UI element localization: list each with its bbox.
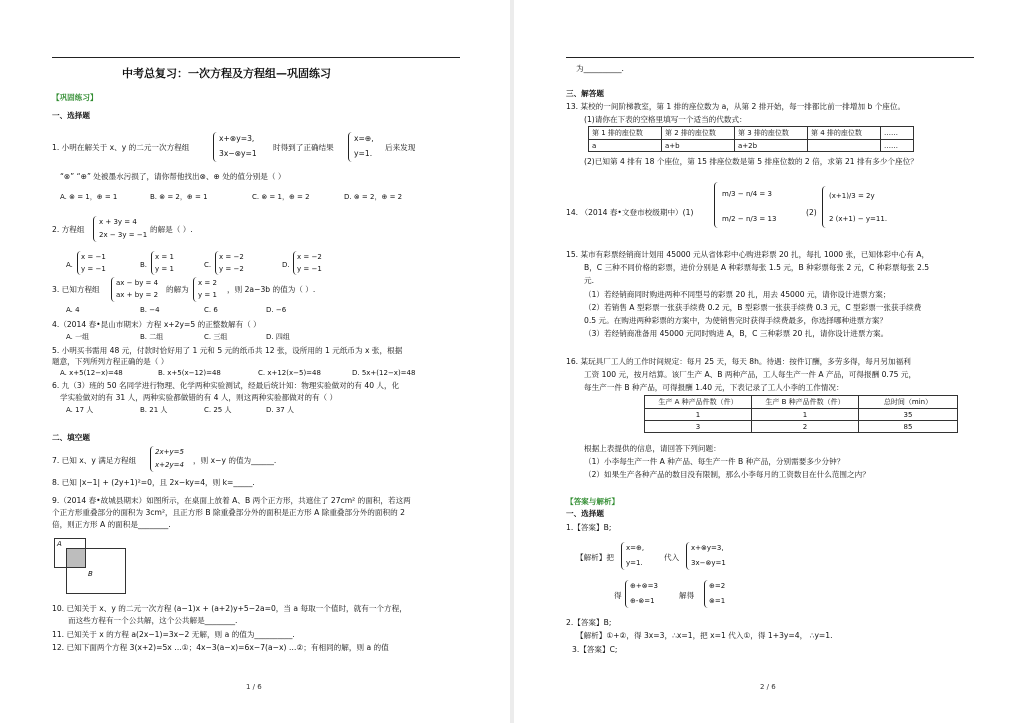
q14-text: 14. （2014 春•文登市校级期中）(1) xyxy=(566,208,694,217)
option: C. x+12(x−5)=48 xyxy=(258,369,321,377)
table-cell: a+b xyxy=(662,140,735,152)
section-heading: 三、解答题 xyxy=(566,89,604,98)
equation: x=⊕, xyxy=(626,544,645,552)
q3-text: ，则 2a−3b 的值为（ ）. xyxy=(227,285,316,294)
option: A. 17 人 xyxy=(66,406,94,414)
option: y = −1 xyxy=(297,265,322,273)
equation: ax − by = 4 xyxy=(116,279,159,287)
equation: m/2 − n/3 = 13 xyxy=(722,215,777,223)
q7-text: ，则 x−y 的值为______. xyxy=(193,456,277,465)
table-cell: 3 xyxy=(645,421,752,433)
q15-sub: （1）若经销商同时购进两种不同型号的彩票 20 扎，用去 45000 元，请你设计进票方案； xyxy=(584,290,891,299)
page-1 xyxy=(0,0,510,723)
page-2 xyxy=(514,0,1024,723)
option-letter: C. xyxy=(204,261,212,269)
q1-text: 时得到了正确结果 xyxy=(273,143,334,152)
table-cell: a xyxy=(589,140,662,152)
q3-text: 的解为 xyxy=(166,285,189,294)
option: B. −4 xyxy=(140,306,160,314)
q10-text: 10. 已知关于 x、y 的二元一次方程 (a−1)x + (a+2)y+5−2a=0，当 a 每取一个值时，就有一个方程， xyxy=(52,604,407,613)
option: D. 5x+(12−x)=48 xyxy=(352,369,416,377)
option: x = −2 xyxy=(219,253,244,261)
option: D. 四组 xyxy=(266,333,290,341)
option: B. x+5(x−12)=48 xyxy=(158,369,221,377)
overlap-region xyxy=(66,548,86,568)
q12-text: 12. 已知下面两个方程 3(x+2)=5x …①；4x−3(a−x)=6x−7(a−x) …②；有相同的解，则 a 的值 xyxy=(52,643,389,652)
q15-text: B，C 三种不同价格的彩票，进价分别是 A 种彩票每张 1.5 元，B 种彩票每张 2 元，C 种彩票每张 2.5 xyxy=(584,263,930,272)
q15-sub: （2）若销售 A 型彩票一张获手续费 0.2 元，B 型彩票一张获手续费 0.3 元，C 型彩票一张获手续费 xyxy=(584,303,922,312)
header-rule xyxy=(566,57,974,58)
section-heading: 二、填空题 xyxy=(52,433,90,442)
q10-text: 而这些方程有一个公共解，这个公共解是________. xyxy=(68,616,238,625)
equation: y = 1 xyxy=(198,291,217,299)
option-letter: B. xyxy=(140,261,148,269)
option: B. 二组 xyxy=(140,333,164,341)
document-title: 中考总复习：一次方程及方程组—巩固练习 xyxy=(122,67,331,80)
q15-sub: （3）若经销商准备用 45000 元同时购进 A，B，C 三种彩票 20 扎，请你设计进票方案。 xyxy=(584,329,889,338)
analysis-text: 代入 xyxy=(664,553,680,562)
table-cell xyxy=(808,140,881,152)
answer: 2.【答案】B; xyxy=(566,618,612,627)
option: C. 三组 xyxy=(204,333,228,341)
option: B. ⊗ = 2，⊕ = 1 xyxy=(150,193,208,201)
answer: 1.【答案】B; xyxy=(566,523,612,532)
q1-text: 1. 小明在解关于 x、y 的二元一次方程组 xyxy=(52,143,190,152)
answer: 3.【答案】C; xyxy=(572,645,618,654)
brace xyxy=(93,216,98,242)
q8-text: 8. 已知 |x−1| + (2y+1)²=0，且 2x−ky=4，则 k=_____. xyxy=(52,478,255,487)
table-cell: 85 xyxy=(859,421,958,433)
q6-text: 学实验做对的有 31 人，两种实验都做错的有 4 人，则这两种实验都做对的有（ ） xyxy=(60,393,338,402)
equation: (x+1)/3 = 2y xyxy=(829,192,875,200)
equation: ⊗=1 xyxy=(709,597,726,605)
q13-sub: (2)已知第 4 排有 18 个座位，第 15 排座位数是第 5 排座位数的 2 倍，求第 21 排有多少个座位？ xyxy=(584,157,918,166)
table-cell: 1 xyxy=(752,409,859,421)
q16-sub: （2）如果生产各种产品的数目没有限制，那么小李每月的工资数目在什么范围之内？ xyxy=(584,470,870,479)
q5-text: 5. 小明买书需用 48 元，付款时恰好用了 1 元和 5 元的纸币共 12 张，设所用的 1 元纸币为 x 张，根据 xyxy=(52,346,403,355)
q5-text: 题意，下列所列方程正确的是（ ） xyxy=(52,357,169,366)
answers-tag: 【答案与解析】 xyxy=(566,497,620,506)
square-b-label: B xyxy=(88,570,93,578)
table-cell: …… xyxy=(881,140,914,152)
brace xyxy=(714,182,720,228)
table-cell: 35 xyxy=(859,409,958,421)
section-tag: 【巩固练习】 xyxy=(52,93,98,102)
table-cell: a+2b xyxy=(735,140,808,152)
section-heading: 一、选择题 xyxy=(566,509,604,518)
option: x = −2 xyxy=(297,253,322,261)
brace xyxy=(348,132,353,162)
brace xyxy=(822,186,828,228)
q13-sub: (1)请你在下表的空格里填写一个适当的代数式： xyxy=(584,115,747,124)
option: C. 25 人 xyxy=(204,406,232,414)
q1-text: “⊗” “⊕” 处被墨水污损了，请你帮他找出⊗、⊕ 处的值分别是（ ） xyxy=(60,172,286,181)
page-number: 2 / 6 xyxy=(760,683,776,691)
q6-text: 6. 九（3）班的 50 名同学进行物理、化学两种实验测试，经最后统计知：物理实验做对的有 40 人，化 xyxy=(52,381,400,390)
q9-text: 倍，则正方形 A 的面积是________. xyxy=(52,520,171,529)
q16-text: 工资 100 元，按月结算。该厂生产 A、B 两种产品，工人每生产一件 A 产品，可得报酬 0.75 元， xyxy=(584,370,917,379)
option: D. −6 xyxy=(266,306,287,314)
page-number: 1 / 6 xyxy=(246,683,262,691)
q4-text: 4.（2014 春•昆山市期末）方程 x+2y=5 的正整数解有（ ） xyxy=(52,320,261,329)
analysis-text: 解得 xyxy=(679,591,695,600)
work-table xyxy=(644,395,958,433)
option: A. 一组 xyxy=(66,333,90,341)
q7-text: 7. 已知 x、y 满足方程组 xyxy=(52,456,137,465)
table-row xyxy=(645,409,958,421)
option: A. x+5(12−x)=48 xyxy=(60,369,123,377)
q16-text: 每生产一件 B 种产品，可得报酬 1.40 元，下表记录了工人小李的工作情况： xyxy=(584,383,844,392)
q15-text: 15. 某市有彩票经销商计划用 45000 元从省体彩中心购进彩票 20 扎，每扎 1000 张，已知体彩中心有 A， xyxy=(566,250,930,259)
equation: ax + by = 2 xyxy=(116,291,159,299)
table-header: 生产 A 种产品件数（件） xyxy=(645,396,752,409)
equation: 2x+y=5 xyxy=(155,448,184,456)
option: B. 21 人 xyxy=(140,406,168,414)
q16-text: 根据上表提供的信息，请回答下列问题： xyxy=(584,444,721,453)
continuation-text: 为__________. xyxy=(576,64,624,73)
equation: x + 3y = 4 xyxy=(99,218,137,226)
option: D. ⊗ = 2，⊕ = 2 xyxy=(344,193,403,201)
q15-sub: 0.5 元。在购进两种彩票的方案中，为使销售完时获得手续费最多，你选择哪种进票方案？ xyxy=(584,316,888,325)
brace xyxy=(213,132,218,162)
option: y = −1 xyxy=(81,265,106,273)
equation: x+⊗y=3, xyxy=(691,544,724,552)
q11-text: 11. 已知关于 x 的方程 a(2x−1)=3x−2 无解，则 a 的值为__________. xyxy=(52,630,295,639)
square-a-label: A xyxy=(57,540,62,548)
equation: ⊕=2 xyxy=(709,582,726,590)
equation: ⊕-⊗=1 xyxy=(630,597,655,605)
option-letter: D. xyxy=(282,261,290,269)
q9-text: 9.（2014 春•故城县期末）如图所示，在桌面上放着 A、B 两个正方形，共遮住了 27cm² 的面积，若这两 xyxy=(52,496,411,505)
equation: x=⊕, xyxy=(354,134,374,143)
table-header: …… xyxy=(881,127,914,140)
q16-text: 16. 某玩具厂工人的工作时间规定：每月 25 天，每天 8h。待遇：按件订酬，多劳多得，每月另加福利 xyxy=(566,357,911,366)
table-row xyxy=(645,396,958,409)
table-header: 第 2 排的座位数 xyxy=(662,127,735,140)
table-cell: 2 xyxy=(752,421,859,433)
equation: x = 2 xyxy=(198,279,217,287)
option-letter: A. xyxy=(66,261,73,269)
analysis-text: 得 xyxy=(614,591,622,600)
table-row xyxy=(589,127,914,140)
equation: 2x − 3y = −1 xyxy=(99,231,148,239)
header-rule xyxy=(52,57,460,58)
equation: y=1. xyxy=(354,149,373,158)
equation: ⊕+⊗=3 xyxy=(630,582,658,590)
option: A. 4 xyxy=(66,306,80,314)
equation: x+2y=4 xyxy=(155,461,184,469)
q16-sub: （1）小李每生产一件 A 种产品、每生产一件 B 种产品，分别需要多少分钟？ xyxy=(584,457,845,466)
analysis-text: 【解析】①+②，得 3x=3，∴x=1，把 x=1 代入①，得 1+3y=4， ∴y=1. xyxy=(576,631,833,640)
table-header: 总时间（min） xyxy=(859,396,958,409)
option: y = −2 xyxy=(219,265,244,273)
table-row xyxy=(589,140,914,152)
q9-text: 个正方形重叠部分的面积为 3cm²，且正方形 B 除重叠部分外的面积是正方形 A 除重叠部分外的面积的 2 xyxy=(52,508,405,517)
option: x = 1 xyxy=(155,253,174,261)
equation: 3x−⊗y=1 xyxy=(691,559,726,567)
q14-text: (2) xyxy=(806,208,817,217)
option: x = −1 xyxy=(81,253,106,261)
equation: x+⊗y=3, xyxy=(219,134,255,143)
q3-text: 3. 已知方程组 xyxy=(52,285,100,294)
table-header: 第 1 排的座位数 xyxy=(589,127,662,140)
analysis-label: 【解析】把 xyxy=(576,553,614,562)
q15-text: 元. xyxy=(584,276,595,285)
option: C. 6 xyxy=(204,306,218,314)
table-cell: 1 xyxy=(645,409,752,421)
option: C. ⊗ = 1，⊕ = 2 xyxy=(252,193,310,201)
option: y = 1 xyxy=(155,265,174,273)
seat-table xyxy=(588,126,914,152)
equation: y=1. xyxy=(626,559,643,567)
table-header: 第 4 排的座位数 xyxy=(808,127,881,140)
q1-text: 后来发现 xyxy=(385,143,416,152)
table-header: 第 3 排的座位数 xyxy=(735,127,808,140)
equation: 2 (x+1) − y=11. xyxy=(829,215,888,223)
option: A. ⊗ = 1，⊕ = 1 xyxy=(60,193,118,201)
q2-text: 2. 方程组 xyxy=(52,225,85,234)
table-row xyxy=(645,421,958,433)
table-header: 生产 B 种产品件数（件） xyxy=(752,396,859,409)
section-heading: 一、选择题 xyxy=(52,111,90,120)
equation: 3x−⊗y=1 xyxy=(219,149,257,158)
option: D. 37 人 xyxy=(266,406,294,414)
equation: m/3 − n/4 = 3 xyxy=(722,190,772,198)
q2-text: 的解是（ ）. xyxy=(150,225,193,234)
q13-text: 13. 某校的一间阶梯教室，第 1 排的座位数为 a，从第 2 排开始，每一排都比前一排增加 b 个座位。 xyxy=(566,102,906,111)
